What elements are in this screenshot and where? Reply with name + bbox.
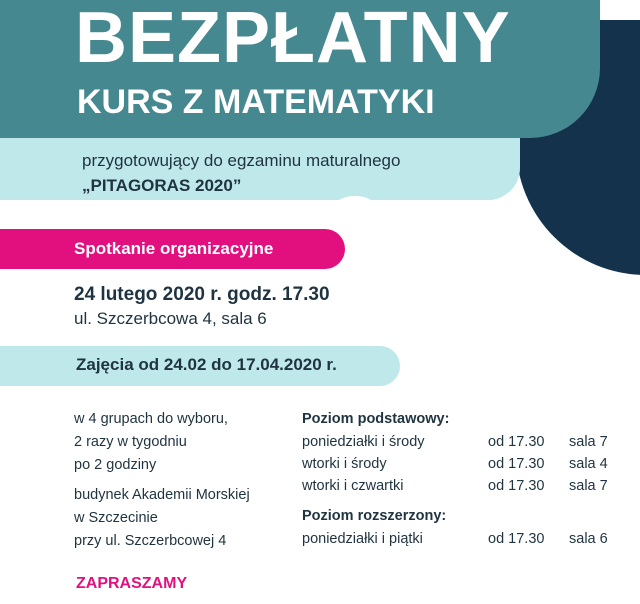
schedule-days: poniedziałki i środy <box>302 434 425 450</box>
page-subtitle: KURS Z MATEMATYKI <box>77 83 435 121</box>
schedule-room: sala 7 <box>569 434 608 450</box>
location-line: budynek Akademii Morskiej <box>74 487 250 503</box>
location-line: w Szczecinie <box>74 510 158 526</box>
extended-level-heading: Poziom rozszerzony: <box>302 508 447 524</box>
schedule-time: od 17.30 <box>488 478 545 494</box>
meeting-date: 24 lutego 2020 r. godz. 17.30 <box>74 284 330 305</box>
schedule-days: poniedziałki i piątki <box>302 531 423 547</box>
program-name: „PITAGORAS 2020” <box>82 176 242 195</box>
info-line: w 4 grupach do wyboru, <box>74 411 228 427</box>
schedule-days: wtorki i czwartki <box>302 478 404 494</box>
schedule-time: od 17.30 <box>488 531 545 547</box>
schedule-room: sala 6 <box>569 531 608 547</box>
info-line: 2 razy w tygodniu <box>74 434 187 450</box>
info-line: po 2 godziny <box>74 457 157 473</box>
schedule-room: sala 7 <box>569 478 608 494</box>
invite-text: ZAPRASZAMY <box>76 575 188 592</box>
tagline: przygotowujący do egzaminu maturalnego <box>82 151 401 170</box>
basic-level-heading: Poziom podstawowy: <box>302 411 450 427</box>
schedule-time: od 17.30 <box>488 456 545 472</box>
meeting-label: Spotkanie organizacyjne <box>74 239 274 258</box>
location-line: przy ul. Szczerbcowej 4 <box>74 533 227 549</box>
page-title: BEZPŁATNY <box>75 0 511 78</box>
meeting-address: ul. Szczerbcowa 4, sala 6 <box>74 309 267 328</box>
classes-dates: Zajęcia od 24.02 do 17.04.2020 r. <box>76 355 337 374</box>
schedule-room: sala 4 <box>569 456 608 472</box>
schedule-time: od 17.30 <box>488 434 545 450</box>
schedule-days: wtorki i środy <box>302 456 387 472</box>
